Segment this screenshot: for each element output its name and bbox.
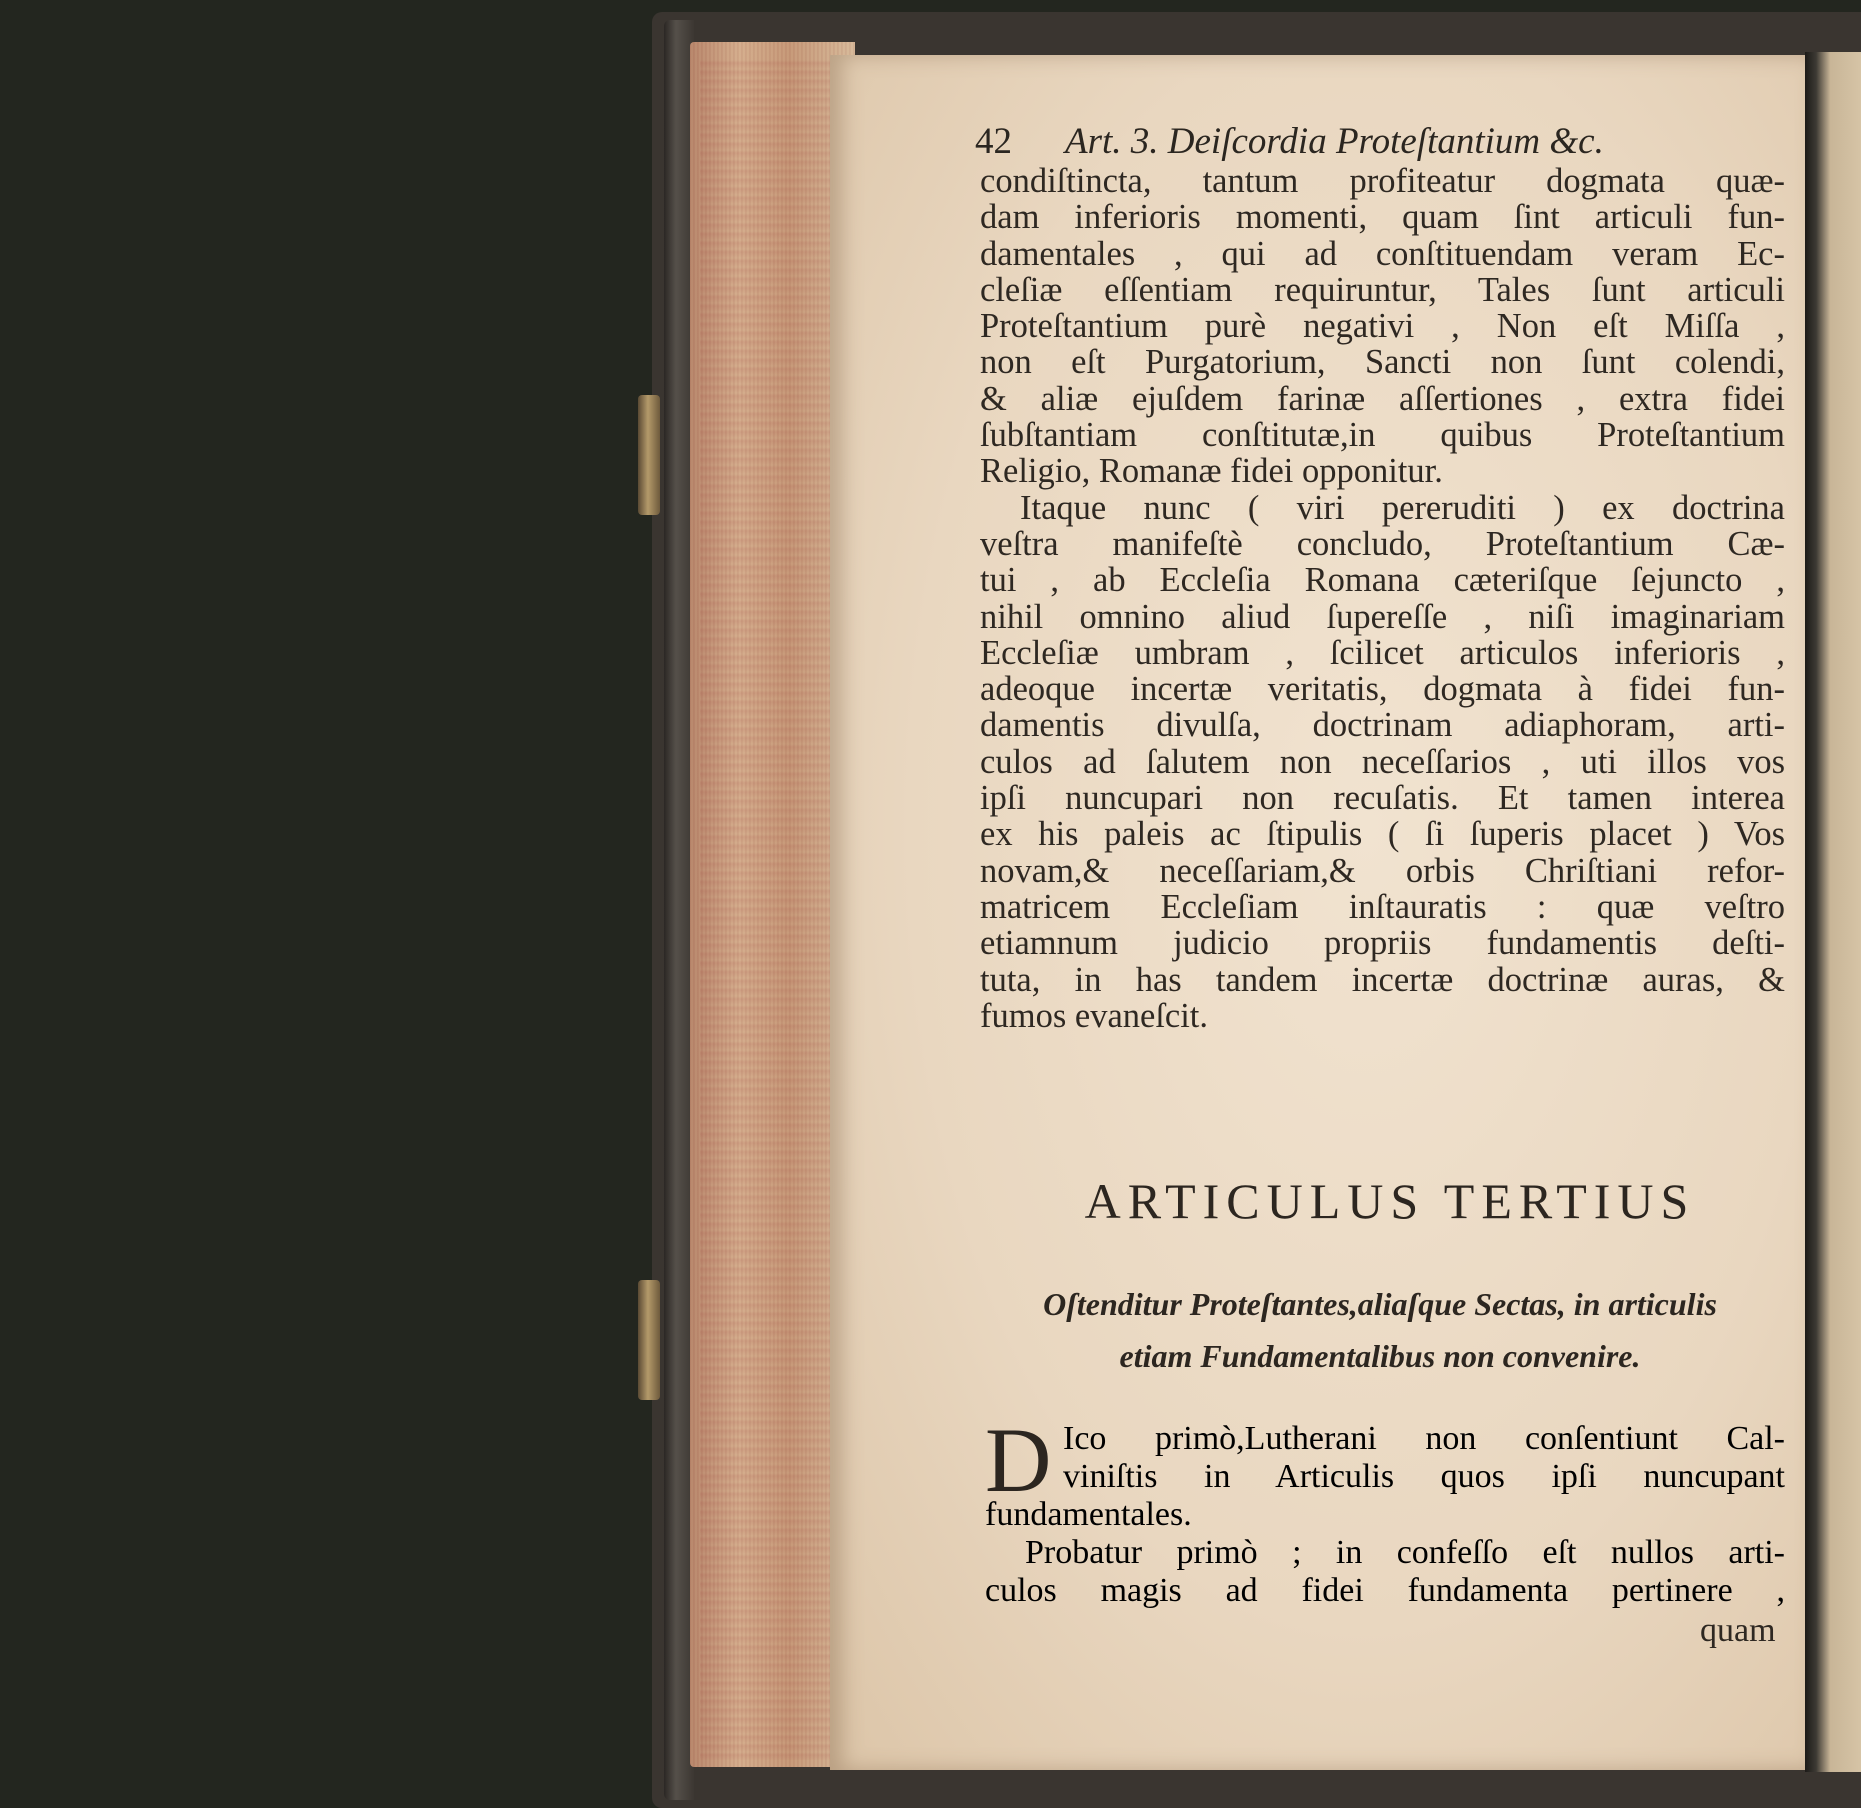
text-line: fumos evaneſcit. [980, 996, 1209, 1035]
text-line: culos ad ſalutem non neceſſarios , uti illos vos [980, 742, 1785, 781]
text-line: condiſtincta, tantum profiteatur dogmata quæ- [980, 162, 1785, 200]
text-line: etiamnum judicio propriis fundamentis deſti- [980, 924, 1785, 963]
text-line: Probatur primò ; in confeſſo eſt nullos arti- [1025, 1534, 1785, 1571]
text-line: matricem Eccleſiam inſtauratis : quæ veſtro [980, 887, 1785, 926]
facing-page-edge [1805, 52, 1861, 1772]
text-line: tui , ab Eccleſia Romana cæteriſque ſejuncto , [980, 561, 1785, 600]
section-subtitle [975, 1278, 1785, 1382]
text-line: Ico primò,Lutherani non conſentiunt Cal- [1063, 1420, 1785, 1457]
text-line: dam inferioris momenti, quam ſint articuli fun- [980, 198, 1785, 237]
text-line: Eccleſiæ umbram , ſcilicet articulos inferioris , [980, 633, 1785, 672]
text-line: Religio, Romanæ fidei opponitur. [980, 452, 1443, 491]
running-title: Art. 3. Deiſcordia Proteſtantium &c. [1065, 121, 1604, 162]
text-line: viniſtis in Articulis quos ipſi nuncupant [1063, 1458, 1785, 1495]
text-line: Proteſtantium purè negativi , Non eſt Miſſa , [980, 307, 1785, 346]
drop-capital: D [985, 1409, 1052, 1511]
text-line: damentales , qui ad conſtituendam veram Ec- [980, 234, 1785, 273]
text-line: damentis divulſa, doctrinam adiaphoram, arti- [980, 706, 1785, 745]
section-heading: ARTICULUS TERTIUS [1084, 1173, 1696, 1229]
subtitle-line: etiam Fundamentalibus non convenire. [1119, 1338, 1641, 1374]
book-clasp-upper [638, 395, 660, 515]
text-line: adeoque incertæ veritatis, dogmata à fidei fun- [980, 670, 1785, 709]
text-line: & aliæ ejuſdem farinæ aſſertiones , extra fidei [980, 379, 1785, 418]
text-line: tuta, in has tandem incertæ doctrinæ auras, & [980, 960, 1785, 999]
subtitle-line: Oſtenditur Proteſtantes,aliaſque Sectas, in articulis [1043, 1286, 1717, 1322]
page-number: 42 [975, 121, 1012, 162]
text-line: cleſiæ eſſentiam requiruntur, Tales ſunt articuli [980, 270, 1785, 309]
text-line: fundamentales. [985, 1496, 1192, 1533]
body-paragraphs [980, 163, 1785, 1034]
text-line: ipſi nuncupari non recuſatis. Et tamen interea [980, 779, 1785, 818]
text-line: ex his paleis ac ſtipulis ( ſi ſuperis placet ) Vos [980, 815, 1785, 854]
text-line: non eſt Purgatorium, Sancti non ſunt colendi, [980, 343, 1785, 382]
catchword: quam [1700, 1612, 1776, 1649]
text-line: Itaque nunc ( viri pereruditi ) ex doctrina [1020, 488, 1785, 527]
text-line: novam,& neceſſariam,& orbis Chriſtiani refor- [980, 851, 1785, 890]
book-clasp-lower [638, 1280, 660, 1400]
text-line: ſubſtantiam conſtitutæ,in quibus Proteſtantium [980, 416, 1785, 455]
red-edge-staining [700, 60, 850, 1760]
text-line: veſtra manifeſtè concludo, Proteſtantium Cæ- [980, 524, 1785, 563]
text-line: nihil omnino aliud ſupereſſe , niſi imaginariam [980, 597, 1785, 636]
text-line: culos magis ad fidei fundamenta pertinere , [985, 1572, 1785, 1609]
